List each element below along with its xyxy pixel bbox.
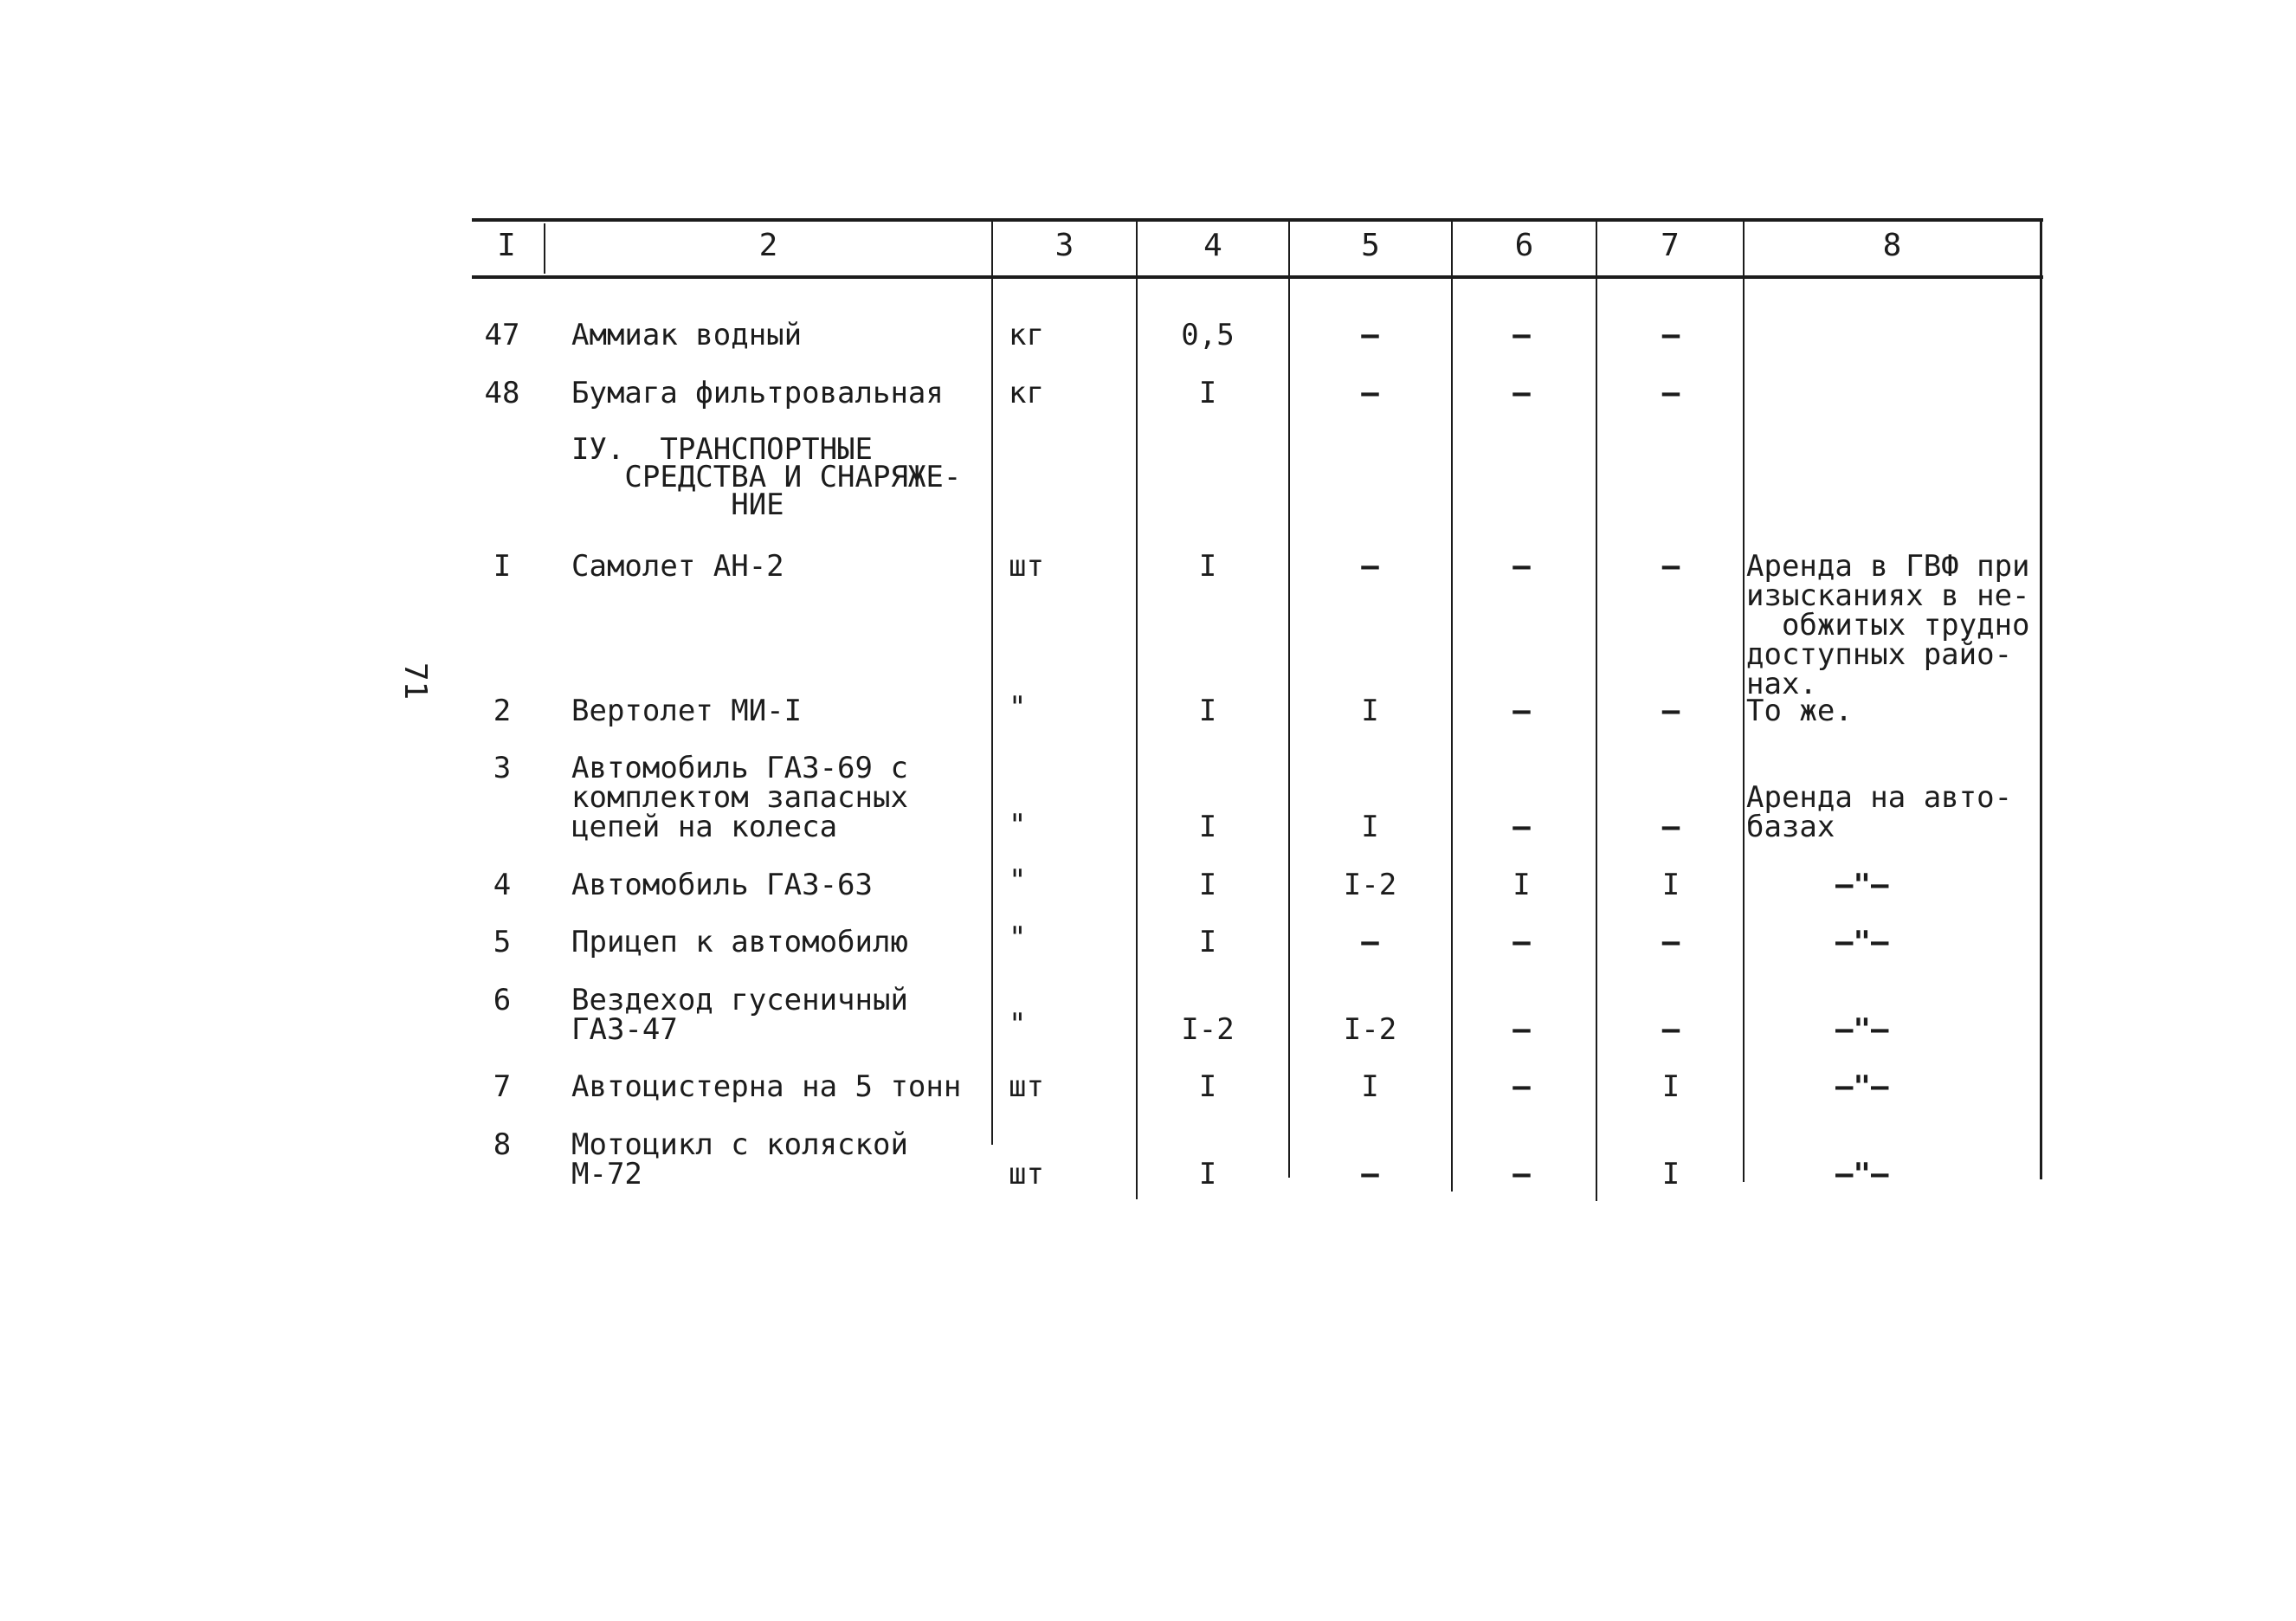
row-number: 8 (493, 1127, 512, 1162)
note: То же. (1746, 694, 1853, 728)
col5-value: – (1361, 318, 1379, 352)
item-name: Аммиак водный (571, 318, 803, 352)
col7-value: – (1661, 549, 1680, 584)
col7-value: – (1661, 1012, 1680, 1047)
row-number: 4 (493, 868, 512, 902)
col6-value: – (1512, 694, 1531, 728)
unit: шт (1009, 549, 1044, 584)
col7-value: I (1661, 1157, 1680, 1192)
col5-value: – (1361, 1157, 1379, 1192)
page-number: 71 (397, 662, 434, 701)
col6-value: I (1512, 868, 1531, 902)
unit: " (1009, 1007, 1027, 1042)
header-cell: 6 (1514, 228, 1534, 263)
item-name: Прицеп к автомобилю (571, 925, 908, 959)
col4-value: I (1198, 868, 1217, 902)
row-number: 2 (493, 694, 512, 728)
header-top-rule (472, 218, 2043, 222)
col5-value: I-2 (1343, 868, 1397, 902)
col7-value: – (1661, 810, 1680, 844)
col4-value: 0,5 (1181, 318, 1235, 352)
unit: " (1009, 920, 1027, 955)
row-number: 6 (493, 983, 512, 1017)
col-divider-7 (1743, 218, 1745, 1182)
header-bottom-rule (472, 275, 2043, 279)
col5-value: I (1361, 1069, 1379, 1104)
col7-value: – (1661, 376, 1680, 410)
header-cell: I (497, 228, 516, 263)
unit: " (1009, 690, 1027, 725)
header-cell: 2 (758, 228, 778, 263)
col7-value: I (1661, 1069, 1680, 1104)
item-name: Бумага фильтровальная (571, 376, 944, 410)
col5-value: – (1361, 376, 1379, 410)
col6-value: – (1512, 1012, 1531, 1047)
item-name: Автомобиль ГАЗ-63 (571, 868, 873, 902)
col7-value: – (1661, 925, 1680, 959)
col5-value: I (1361, 694, 1379, 728)
col6-value: – (1512, 376, 1531, 410)
col6-value: – (1512, 810, 1531, 844)
col4-value: I (1198, 925, 1217, 959)
note: Аренда на авто- базах (1746, 780, 2013, 844)
col4-value: I (1198, 1157, 1217, 1192)
item-name: Вертолет МИ-I (571, 694, 803, 728)
note: –"– (1835, 925, 1889, 959)
row-number: 5 (493, 925, 512, 959)
unit: шт (1009, 1157, 1044, 1192)
header-cell: 7 (1661, 228, 1680, 263)
col7-value: I (1661, 868, 1680, 902)
row-number: 47 (484, 318, 520, 352)
item-name: Автомобиль ГАЗ-69 с комплектом запасных цепей на колеса (571, 751, 908, 844)
section-heading: IУ. ТРАНСПОРТНЫЕ СРЕДСТВА И СНАРЯЖЕ- НИЕ (571, 432, 962, 522)
col5-value: – (1361, 549, 1379, 584)
col6-value: – (1512, 549, 1531, 584)
unit: кг (1009, 376, 1044, 410)
col-divider-5 (1451, 218, 1453, 1192)
item-name: Мотоцикл с коляской М-72 (571, 1127, 908, 1192)
col7-value: – (1661, 694, 1680, 728)
note: –"– (1835, 1069, 1889, 1104)
col5-value: I-2 (1343, 1012, 1397, 1047)
col6-value: – (1512, 1069, 1531, 1104)
col6-value: – (1512, 318, 1531, 352)
note: –"– (1835, 868, 1889, 902)
col6-value: – (1512, 1157, 1531, 1192)
header-cell: 4 (1203, 228, 1222, 263)
unit: шт (1009, 1069, 1044, 1104)
item-name: Самолет АН-2 (571, 549, 784, 584)
col7-value: – (1661, 318, 1680, 352)
item-name: Вездеход гусеничный ГАЗ-47 (571, 983, 908, 1047)
row-number: 7 (493, 1069, 512, 1104)
col4-value: I (1198, 376, 1217, 410)
col6-value: – (1512, 925, 1531, 959)
header-cell: 8 (1882, 228, 1902, 263)
row-number: 48 (484, 376, 520, 410)
header-cell: 3 (1054, 228, 1074, 263)
col5-value: – (1361, 925, 1379, 959)
col4-value: I (1198, 694, 1217, 728)
note: –"– (1835, 1157, 1889, 1192)
col5-value: I (1361, 810, 1379, 844)
col4-value: I (1198, 549, 1217, 584)
note: –"– (1835, 1012, 1889, 1047)
col4-value: I (1198, 1069, 1217, 1104)
col4-value: I (1198, 810, 1217, 844)
unit: " (1009, 863, 1027, 898)
note: Аренда в ГВФ при изысканиях в не- обжитых трудно доступных райо- нах. (1746, 549, 2030, 701)
item-name: Автоцистерна на 5 тонн (571, 1069, 962, 1104)
unit: кг (1009, 318, 1044, 352)
unit: " (1009, 808, 1027, 843)
col-divider-6 (1596, 218, 1597, 1201)
col-divider-4 (1288, 218, 1290, 1178)
row-number: 3 (493, 751, 512, 785)
header-cell: 5 (1361, 228, 1380, 263)
col4-value: I-2 (1181, 1012, 1235, 1047)
row-number: I (493, 549, 512, 584)
